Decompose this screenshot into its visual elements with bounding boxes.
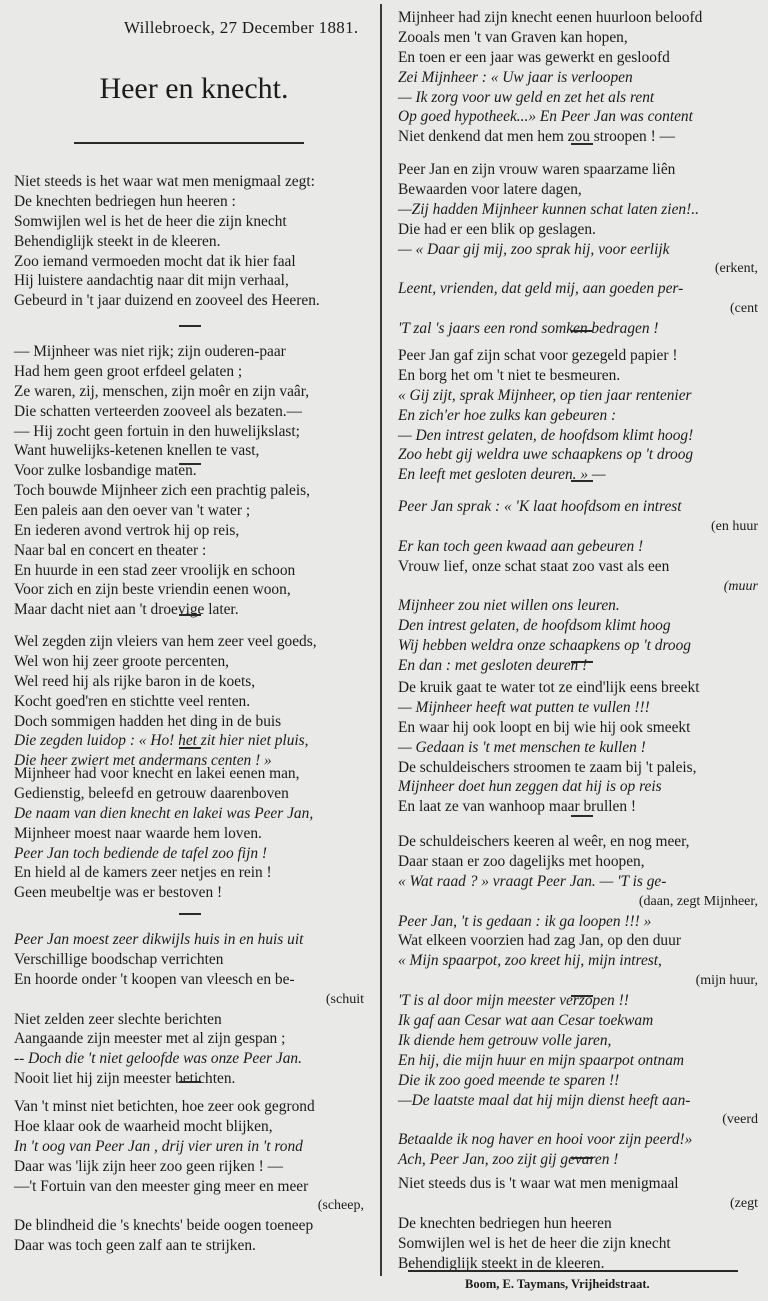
verse-line: Niet steeds dus is 't waar wat men menigmaal (398, 1175, 679, 1192)
verse-line: En dan : met gesloten deuren ! (398, 657, 588, 675)
verse-line: Maar dacht niet aan 't droevige later. (14, 601, 239, 619)
stanza (398, 160, 758, 339)
verse-line: « Wat raad ? » vraagt Peer Jan. — 'T is ge- (398, 872, 667, 890)
verse-line: Mijnheer zou niet willen ons leuren. (398, 597, 620, 615)
verse-line: De blindheid die 's knechts' beide oogen toeneep (14, 1217, 314, 1235)
verse-line: Verschillige boodschap verrichten (14, 950, 224, 968)
verse-line: Niet denkend dat men hem zou stroopen ! — (398, 128, 675, 146)
verse-line: De knechten bedriegen hun heeren (398, 1214, 612, 1232)
dateline: Willebroeck, 27 December 1881. (124, 18, 359, 37)
stanza (14, 632, 364, 771)
verse-line: En leeft met gesloten deuren. » — (398, 466, 606, 484)
verse-line: Voor zich en zijn beste vriendin eenen woon, (14, 581, 291, 599)
verse-line: (mijn huur, (695, 973, 758, 989)
verse-line: En zich'er hoe zulks kan gebeuren : (398, 406, 617, 424)
verse-line: Somwijlen wel is het de heer die zijn knecht (14, 212, 287, 230)
verse-line: Nooit liet hij zijn meester betichten. (14, 1070, 236, 1088)
verse-line: Peer Jan en zijn vrouw waren spaarzame liên (398, 161, 676, 178)
verse-line: Die zegden luidop : « Ho! het zit hier niet pluis, (14, 732, 309, 750)
verse-line: — Den intrest gelaten, de hoofdsom klimt hoog! (398, 426, 694, 444)
verse-line: En toen er een jaar was gewerkt en gesloofd (398, 48, 670, 66)
verse-line: Wel won hij zeer groote percenten, (14, 652, 229, 670)
verse-line: Toch bouwde Mijnheer zich een prachtig paleis, (14, 482, 310, 499)
verse-line: En waar hij ook loopt en bij wie hij ook smeekt (398, 718, 691, 736)
verse-line: Wij hebben weldra onze schaapkens op 't droog (398, 637, 691, 655)
verse-line: Wel reed hij als rijke baron in de koets, (14, 672, 256, 690)
stanza-separator (179, 463, 201, 465)
verse-line: Een paleis aan den oever van 't water ; (14, 501, 251, 519)
stanza-separator (179, 614, 201, 616)
verse-line: Kocht goed'ren en stichtte veel renten. (14, 692, 251, 710)
verse-line: En hij, die mijn huur en mijn spaarpot ontnam (398, 1051, 685, 1069)
verse-line: Den intrest gelaten, de hoofdsom klimt hoog (398, 617, 671, 635)
verse-line: Wat elkeen voorzien had zag Jan, op den duur (398, 932, 681, 950)
stanza-separator (571, 143, 593, 145)
verse-line: —'t Fortuin van den meester ging meer en meer (14, 1177, 309, 1195)
verse-line: Ik gaf aan Cesar wat aan Cesar toekwam (398, 1012, 654, 1029)
stanza-separator (179, 325, 201, 327)
verse-line: Want huwelijks-ketenen knellen te vast, (14, 442, 260, 460)
stanza-separator (571, 661, 593, 663)
stanza-separator (179, 747, 201, 749)
verse-line: Aangaande zijn meester met al zijn gespan ; (14, 1030, 286, 1048)
verse-line: Leent, vrienden, dat geld mij, aan goeden per- (398, 280, 684, 298)
stanza (398, 8, 758, 147)
verse-line: In 't oog van Peer Jan , drij vier uren in 't rond (14, 1137, 303, 1155)
verse-line: En hoorde onder 't koopen van vleesch en be- (14, 970, 295, 988)
stanza-separator (571, 330, 593, 332)
verse-line: Somwijlen wel is het de heer die zijn knecht (398, 1234, 671, 1252)
verse-line: — Gedaan is 't met menschen te kullen ! (398, 738, 646, 756)
printer-imprint: Boom, E. Taymans, Vrijheidstraat. (465, 1277, 650, 1291)
verse-line: Niet steeds is het waar wat men menigmaal zegt: (14, 173, 315, 190)
verse-line: Gedienstig, beleefd en getrouw daarenboven (14, 784, 289, 802)
verse-line: Zoo hebt gij weldra uwe schaapkens op 't droog (398, 446, 694, 464)
verse-line: Behendiglijk steekt in de kleeren. (14, 232, 221, 250)
verse-line: — Mijnheer heeft wat putten te vullen !!! (398, 698, 650, 716)
stanza (14, 481, 364, 620)
verse-line: « Gij zijt, sprak Mijnheer, op tien jaar rentenier (398, 386, 692, 404)
verse-line: En borg het om 't niet te besmeuren. (398, 366, 621, 384)
verse-line: — Mijnheer was niet rijk; zijn ouderen-paar (14, 343, 286, 360)
verse-line: De schuldeischers keeren al weêr, en nog meer, (398, 833, 690, 850)
stanza (398, 832, 758, 1011)
verse-line: Peer Jan toch bediende de tafel zoo fijn ! (14, 844, 268, 862)
verse-line: En hield al de kamers zeer netjes en rein ! (14, 864, 272, 882)
column-divider (380, 4, 382, 1276)
title-divider (74, 142, 304, 144)
stanza (398, 1174, 758, 1273)
verse-line: Naar bal en concert en theater : (14, 541, 207, 559)
stanza (14, 764, 364, 903)
stanza (14, 1097, 364, 1256)
verse-line: — Hij zocht geen fortuin in den huwelijkslast; (14, 422, 300, 440)
verse-line: Zei Mijnheer : « Uw jaar is verloopen (398, 68, 633, 86)
verse-line: (en huur (710, 518, 758, 534)
verse-line: De schuldeischers stroomen te zaam bij 't paleis, (398, 758, 697, 776)
verse-line: Mijnheer had zijn knecht eenen huurloon beloofd (398, 9, 703, 26)
verse-line: En laat ze van wanhoop maar brullen ! (398, 798, 637, 816)
stanza-separator (179, 913, 201, 915)
verse-line: Bewaarden voor latere dagen, (398, 180, 582, 198)
verse-line: Geen meubeltje was er bestoven ! (14, 884, 223, 902)
verse-line: (cent (730, 301, 758, 317)
verse-line: Vrouw lief, onze schat staat zoo vast als een (398, 557, 670, 575)
verse-line: Die heer zwiert met andermans centen ! » (14, 752, 272, 770)
verse-line: Hoe klaar ook de waarheid mocht blijken, (14, 1117, 273, 1135)
verse-line: Hij luistere aandachtig naar dit mijn verhaal, (14, 272, 289, 290)
stanza (398, 1011, 758, 1170)
verse-line: Had hem geen groot erfdeel gelaten ; (14, 362, 243, 380)
verse-line: Peer Jan moest zeer dikwijls huis in en huis uit (14, 931, 304, 948)
verse-line: Die schatten verteerden zooveel als bezaten.— (14, 402, 303, 420)
verse-line: De naam van dien knecht en lakei was Peer Jan, (14, 804, 314, 822)
verse-line: -- Doch die 't niet geloofde was onze Peer Jan. (14, 1050, 302, 1068)
verse-line: Peer Jan sprak : « 'K laat hoofdsom en intrest (398, 498, 682, 515)
verse-line: Mijnheer had voor knecht en lakei eenen man, (14, 765, 300, 782)
verse-line: De knechten bedriegen hun heeren : (14, 192, 236, 210)
verse-line: Die had er een blik op geslagen. (398, 220, 596, 238)
stanza (14, 342, 364, 481)
verse-line: 'T is al door mijn meester verzopen !! (398, 992, 629, 1010)
verse-line: Gebeurd in 't jaar duizend en zooveel des Heeren. (14, 292, 320, 310)
verse-line: (muur (723, 578, 758, 594)
verse-line: De kruik gaat te water tot ze eind'lijk eens breekt (398, 679, 700, 696)
verse-line: Peer Jan gaf zijn schat voor gezegeld papier ! (398, 347, 678, 364)
verse-line: Daar was 'lijk zijn heer zoo geen rijken ! — (14, 1157, 284, 1175)
verse-line: 'T zal 's jaars een rond somken bedragen ! (398, 320, 659, 338)
stanza (14, 172, 364, 311)
stanza (398, 346, 758, 485)
verse-line: Wel zegden zijn vleiers van hem zeer veel goeds, (14, 633, 317, 650)
stanza (398, 678, 758, 817)
footer-divider (408, 1270, 738, 1272)
verse-line: Mijnheer doet hun zeggen dat hij is op reis (398, 778, 662, 796)
verse-line: (scheep, (317, 1198, 364, 1214)
stanza-separator (179, 1081, 201, 1083)
verse-line: Er kan toch geen kwaad aan gebeuren ! (398, 537, 644, 555)
verse-line: Mijnheer moest naar waarde hem loven. (14, 824, 262, 842)
verse-line: Doch sommigen hadden het ding in de buis (14, 712, 282, 730)
stanza (398, 497, 758, 676)
verse-line: (zegt (730, 1195, 758, 1211)
verse-line: Ik diende hem getrouw volle jaren, (398, 1031, 612, 1049)
verse-line: Zoo iemand vermoeden mocht dat ik hier faal (14, 252, 296, 270)
verse-line: En huurde in een stad zeer vroolijk en schoon (14, 561, 296, 579)
stanza-separator (571, 480, 593, 482)
verse-line: Zooals men 't van Graven kan hopen, (398, 28, 628, 46)
verse-line: Ach, Peer Jan, zoo zijt gij gevaren ! (398, 1151, 619, 1169)
verse-line: (schuit (325, 991, 364, 1007)
verse-line: (daan, zegt Mijnheer, (638, 893, 758, 909)
verse-line: (erkent, (714, 261, 758, 277)
verse-line: Niet zelden zeer slechte berichten (14, 1010, 222, 1028)
stanza-separator (571, 815, 593, 817)
verse-line: — Ik zorg voor uw geld en zet het als rent (398, 88, 655, 106)
stanza-separator (571, 995, 593, 997)
verse-line: « Mijn spaarpot, zoo kreet hij, mijn intrest, (398, 952, 662, 970)
stanza (14, 930, 364, 1089)
verse-line: —De laatste maal dat hij mijn dienst heeft aan- (398, 1091, 691, 1109)
verse-line: (veerd (722, 1112, 758, 1128)
verse-line: Daar staan er zoo dagelijks met hoopen, (398, 852, 645, 870)
verse-line: Die ik zoo goed meende te sparen !! (398, 1071, 620, 1089)
verse-line: Ze waren, zij, menschen, zijn moêr en zijn vaâr, (14, 382, 310, 400)
verse-line: Op goed hypotheek...» En Peer Jan was content (398, 108, 693, 126)
verse-line: Van 't minst niet betichten, hoe zeer ook gegrond (14, 1098, 315, 1115)
verse-line: En iederen avond vertrok hij op reis, (14, 521, 240, 539)
poem-title: Heer en knecht. (99, 72, 289, 105)
verse-line: Daar was toch geen zalf aan te strijken. (14, 1237, 256, 1255)
verse-line: Behendiglijk steekt in de kleeren. (398, 1254, 605, 1272)
stanza-separator (571, 1157, 593, 1159)
verse-line: — « Daar gij mij, zoo sprak hij, voor eerlijk (398, 240, 670, 258)
verse-line: —Zij hadden Mijnheer kunnen schat laten zien!.. (398, 200, 699, 218)
verse-line: Betaalde ik nog haver en hooi voor zijn peerd!» (398, 1131, 693, 1149)
verse-line: Peer Jan, 't is gedaan : ik ga loopen !!! » (398, 912, 652, 930)
verse-line: Voor zulke losbandige maten. (14, 462, 197, 480)
